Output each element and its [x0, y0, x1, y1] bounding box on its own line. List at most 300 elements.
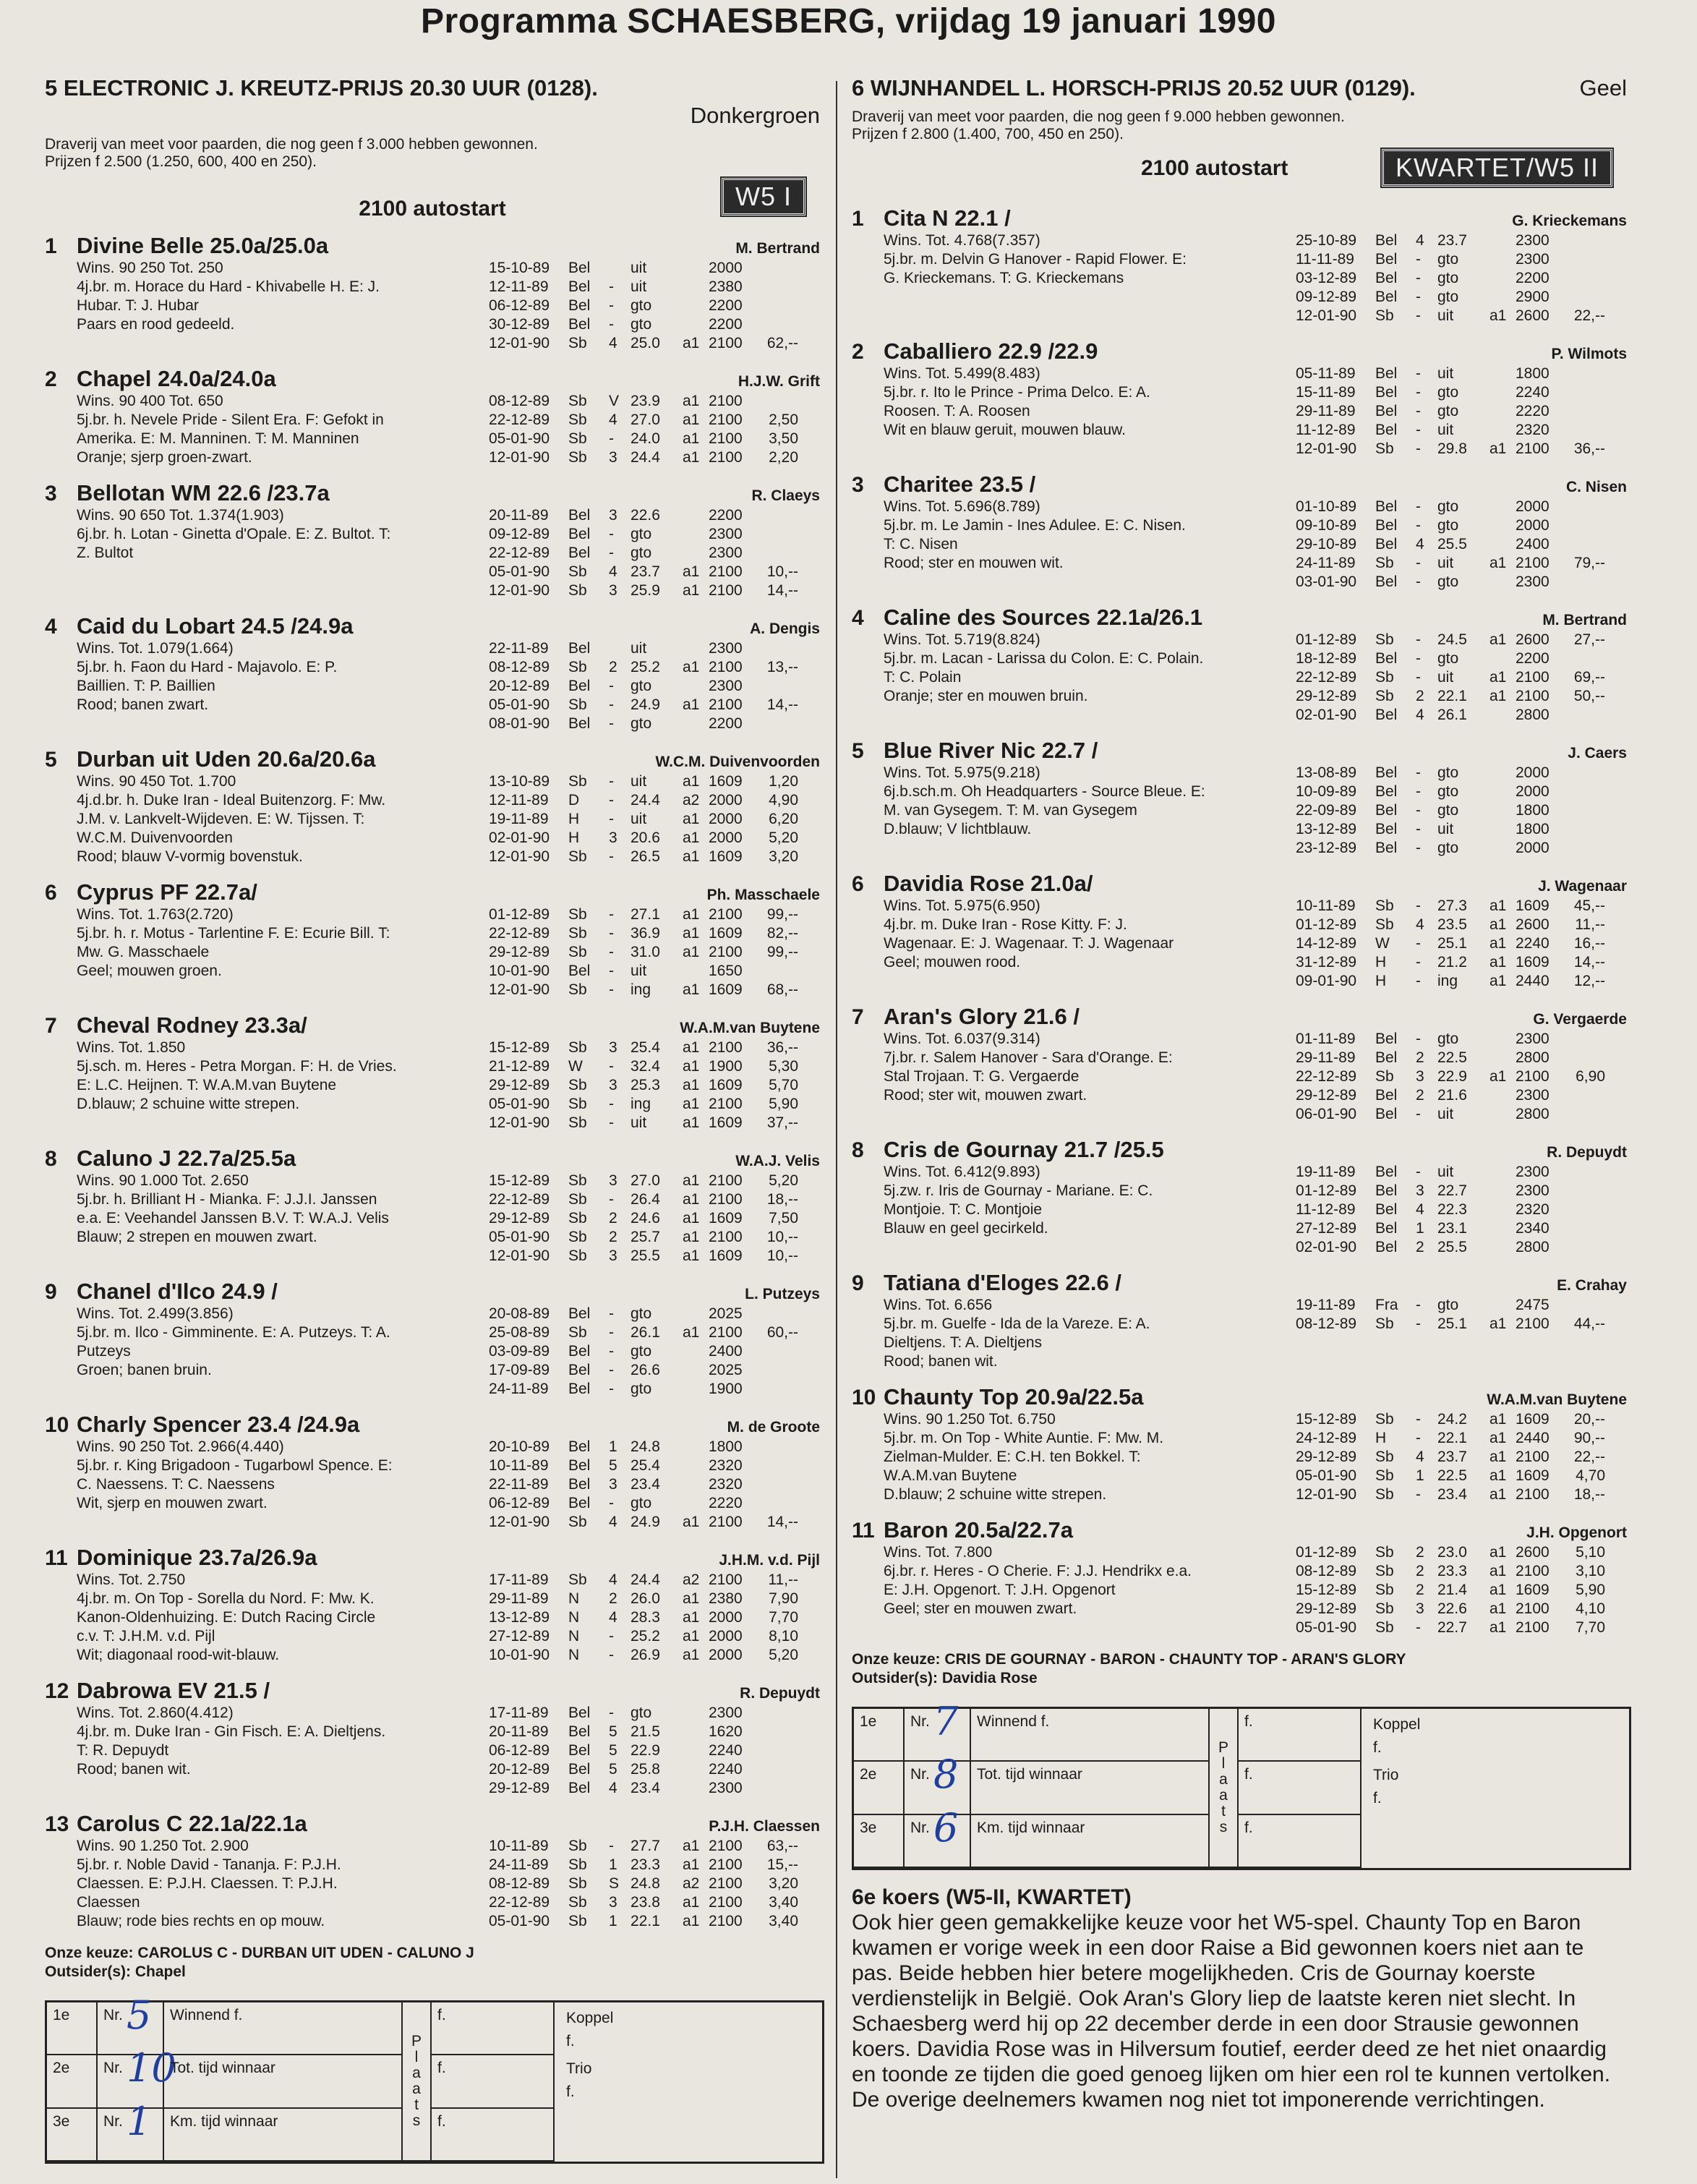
result-cell: 23.3 [1437, 1563, 1467, 1579]
horse-name: Caballiero 22.9 /22.9 [884, 338, 1098, 364]
result-cell: 2 [1416, 1582, 1424, 1598]
result-cell: 27.1 [631, 906, 660, 923]
result-cell: 09-01-90 [1296, 973, 1357, 989]
race-6-description [852, 108, 1627, 143]
result-cell: 12,-- [1573, 973, 1605, 989]
horse-body [77, 1305, 820, 1399]
result-cell [1562, 1030, 1605, 1049]
horse-info [77, 392, 489, 467]
payout-field: f. [432, 2055, 555, 2108]
result-cell: Sb [568, 1210, 587, 1227]
commentary-heading: 6e koers (W5-II, KWARTET) [852, 1885, 1132, 1909]
result-place-label: 1e [854, 1709, 905, 1762]
result-cell [1489, 706, 1516, 725]
result-cell: 12-11-89 [489, 792, 549, 809]
horse-info [77, 1571, 489, 1665]
result-cell [609, 259, 631, 278]
horse-trainer: R. Depuydt [1547, 1144, 1627, 1161]
result-cell: 08-12-89 [489, 659, 550, 675]
result-cell [1489, 839, 1516, 858]
result-field-label: Winnend f. [971, 1709, 1210, 1762]
result-cell: 29-12-89 [1296, 688, 1357, 704]
result-cell: Bel [1375, 764, 1398, 781]
result-cell: Bel [568, 678, 591, 694]
result-cell: 19-11-89 [1296, 1164, 1356, 1180]
plaats-letter: l [1221, 1755, 1226, 1772]
result-row [489, 905, 820, 924]
result-cell: gto [631, 1343, 652, 1360]
result-cell: 2025 [709, 1362, 743, 1378]
result-row [489, 696, 820, 715]
horse-entry [45, 1811, 820, 1931]
result-cell: 26.4 [631, 1191, 660, 1208]
horse-info-line: E: L.C. Heijnen. T: W.A.M.van Buytene [77, 1077, 337, 1093]
result-cell: 22-11-89 [489, 1476, 549, 1493]
result-cell: 3 [609, 1039, 617, 1056]
result-cell: 36.9 [631, 925, 660, 942]
result-cell: Sb [568, 582, 587, 599]
result-cell: uit [631, 963, 647, 979]
result-cell: a1 [1489, 1486, 1507, 1503]
result-cell [1489, 820, 1516, 839]
result-cell: Sb [568, 563, 587, 580]
result-cell [755, 544, 798, 563]
result-row [489, 962, 820, 981]
result-row [489, 1323, 820, 1342]
koppel-field: f. [566, 2033, 575, 2049]
result-cell: 82,-- [766, 925, 798, 942]
result-cell: 1609 [1516, 1411, 1549, 1428]
result-cell: 06-12-89 [489, 1495, 550, 1511]
result-cell: 23.5 [1437, 916, 1467, 933]
koppel-label: Koppel [566, 2010, 614, 2026]
horse-header [45, 1146, 820, 1172]
horse-header [852, 338, 1627, 364]
result-cell [683, 315, 709, 334]
result-cell: 1609 [1516, 897, 1549, 914]
result-cell: 2100 [709, 1838, 743, 1854]
result-cell: 10-11-89 [489, 1457, 549, 1474]
result-cell: - [609, 297, 614, 314]
result-cell: Bel [1375, 707, 1398, 723]
horse-info-line: Wins. Tot. 5.975(9.218) [884, 764, 1040, 781]
result-cell: H [1375, 1430, 1387, 1446]
result-cell: 2800 [1516, 1106, 1549, 1122]
trio-field: f. [566, 2083, 575, 2100]
result-cell: Bel [568, 1761, 591, 1778]
plaats-letter: a [412, 2065, 421, 2081]
horse-results [489, 1172, 820, 1266]
result-field-label: Tot. tijd winnaar [164, 2055, 403, 2108]
result-cell: 1609 [709, 1210, 743, 1227]
horse-info-line: Wins. Tot. 1.763(2.720) [77, 906, 234, 923]
result-row [489, 715, 820, 733]
result-cell: Sb [568, 1324, 587, 1341]
result-row [489, 1837, 820, 1856]
horse-info-line: 5j.br. h. Nevele Pride - Silent Era. F: Gefokt in [77, 411, 384, 428]
result-cell: Bel [568, 1780, 591, 1796]
result-cell: a1 [683, 925, 700, 942]
result-cell: - [1416, 631, 1421, 648]
result-cell [1489, 421, 1516, 440]
koppel-trio-box [555, 2002, 822, 2162]
result-cell: 2100 [709, 659, 743, 675]
result-cell: 2 [609, 1590, 617, 1607]
result-cell: Sb [568, 981, 587, 998]
horse-info-line: Geel; ster en mouwen zwart. [884, 1600, 1077, 1617]
result-cell: 2400 [709, 1343, 743, 1360]
result-row [1296, 649, 1627, 668]
result-cell: 23.4 [631, 1476, 660, 1493]
result-cell: Bel [568, 1476, 591, 1493]
result-field-label: Km. tijd winnaar [164, 2109, 403, 2162]
result-field-label: Km. tijd winnaar [971, 1815, 1210, 1868]
horse-header [45, 366, 820, 392]
nr-label: Nr. [910, 1766, 930, 1783]
result-cell: a1 [683, 1647, 700, 1663]
result-cell: 3,10 [1576, 1563, 1605, 1579]
result-cell: 1 [1416, 1467, 1424, 1484]
result-cell: 8,10 [769, 1628, 798, 1645]
result-cell [683, 1380, 709, 1399]
race-5-title: 5 ELECTRONIC J. KREUTZ-PRIJS 20.30 UUR (0128). [45, 75, 598, 101]
result-cell: 2 [1416, 1239, 1424, 1255]
result-cell: Bel [1375, 1087, 1398, 1104]
result-cell [683, 1475, 709, 1494]
result-cell: - [1416, 821, 1421, 837]
result-row [1296, 1448, 1627, 1467]
horse-header [45, 746, 820, 772]
result-cell: 5 [609, 1723, 617, 1740]
result-cell: Sb [568, 1514, 587, 1530]
result-cell: 25.2 [631, 659, 660, 675]
result-cell: 10,-- [766, 1229, 798, 1245]
plaats-letter: s [412, 2112, 421, 2129]
horse-results [1296, 1030, 1627, 1124]
result-cell: - [609, 981, 614, 998]
result-cell: 2100 [1516, 1563, 1549, 1579]
result-row [1296, 1238, 1627, 1257]
result-cell: Sb [1375, 688, 1394, 704]
result-cell: 23.3 [631, 1856, 660, 1873]
plaats-label [403, 2002, 432, 2162]
result-row [489, 1209, 820, 1228]
horse-info-line: Mw. G. Masschaele [77, 944, 210, 960]
result-cell: Bel [568, 1381, 591, 1397]
result-cell: - [1416, 1411, 1421, 1428]
horse-info-line: T: R. Depuydt [77, 1742, 169, 1759]
result-row [489, 430, 820, 448]
result-cell: 05-01-90 [489, 430, 550, 447]
horse-number: 6 [45, 881, 57, 905]
horse-info-line: G. Krieckemans. T: G. Krieckemans [884, 270, 1124, 286]
result-cell: - [609, 1324, 614, 1341]
horse-entry [852, 871, 1627, 991]
plaats-letter: t [414, 2096, 419, 2113]
horse-trainer: J. Wagenaar [1538, 878, 1627, 895]
result-cell: Sb [568, 1114, 587, 1131]
horse-number: 1 [852, 207, 864, 231]
result-cell [683, 1494, 709, 1513]
result-cell: 1 [1416, 1220, 1424, 1237]
result-cell: 2300 [1516, 1087, 1549, 1104]
result-cell: Sb [1375, 1449, 1394, 1465]
result-cell: 5,30 [769, 1058, 798, 1075]
horse-header [852, 871, 1627, 897]
result-cell: a1 [1489, 1582, 1507, 1598]
result-cell: ing [1437, 973, 1458, 989]
horse-info-line: 4j.br. m. Horace du Hard - Khivabelle H. E: J. [77, 278, 380, 295]
result-cell: Sb [568, 335, 587, 351]
result-cell: 02-01-90 [1296, 707, 1357, 723]
result-row [489, 1247, 820, 1266]
result-cell [1562, 764, 1605, 782]
result-row [1296, 839, 1627, 858]
horse-info-line: Wins. Tot. 7.800 [884, 1544, 993, 1561]
result-cell: 27.7 [631, 1838, 660, 1854]
horse-info-line: Wins. Tot. 6.412(9.893) [884, 1164, 1040, 1180]
result-row [1296, 801, 1627, 820]
result-cell: 15-11-89 [1296, 384, 1356, 401]
result-row [1296, 934, 1627, 953]
result-cell: 2100 [709, 449, 743, 466]
result-cell [1562, 535, 1605, 554]
result-cell [755, 1438, 798, 1456]
result-cell [755, 1361, 798, 1380]
horse-entry [45, 366, 820, 467]
result-cell: 09-12-89 [489, 526, 550, 542]
result-row [489, 334, 820, 353]
result-cell: - [1416, 935, 1421, 952]
result-cell: 01-12-89 [1296, 1182, 1357, 1199]
result-cell: 05-01-90 [489, 1913, 550, 1929]
result-cell: 7,70 [769, 1609, 798, 1626]
result-cell: 21.2 [1437, 954, 1467, 971]
horse-body [77, 506, 820, 600]
horse-number: 1 [45, 234, 57, 258]
result-cell: uit [1437, 555, 1454, 571]
result-cell: 2320 [709, 1476, 743, 1493]
plaats-letter: P [1218, 1739, 1228, 1756]
result-cell: H [568, 829, 580, 846]
result-cell: 12-01-90 [489, 582, 550, 599]
horse-entry [45, 1678, 820, 1798]
result-cell [1489, 1030, 1516, 1049]
result-cell: a1 [683, 1609, 700, 1626]
result-cell: 3 [609, 1894, 617, 1911]
horse-trainer: R. Claeys [751, 487, 820, 504]
result-cell [1489, 1238, 1516, 1257]
result-cell: Bel [568, 963, 591, 979]
horse-entry [852, 605, 1627, 725]
horse-info-line: Z. Bultot [77, 545, 134, 561]
payout-field: f. [1239, 1762, 1362, 1814]
horse-info-line: 4j.br. m. On Top - Sorella du Nord. F: Mw. K. [77, 1590, 375, 1607]
result-cell: Bel [568, 278, 591, 295]
horse-info-line: Rood; banen zwart. [77, 696, 209, 713]
result-cell: a2 [683, 1875, 700, 1892]
horse-results [489, 259, 820, 353]
horse-number: 5 [45, 748, 57, 772]
result-cell: 08-12-89 [1296, 1563, 1357, 1579]
result-cell: 24.8 [631, 1438, 660, 1455]
horse-info-line: 5j.br. m. Guelfe - Ida de la Vareze. E: A. [884, 1315, 1150, 1332]
plaats-letter: s [1219, 1819, 1228, 1835]
page-title: Programma SCHAESBERG, vrijdag 19 januari 1990 [421, 2, 1276, 40]
result-cell: 2025 [709, 1305, 743, 1322]
result-row [1296, 1086, 1627, 1105]
result-row [489, 1760, 820, 1779]
result-cell: 01-12-89 [489, 906, 550, 923]
horse-info-line: Rood; banen wit. [77, 1761, 191, 1778]
race-5-outsider: Outsider(s): Chapel [45, 1963, 186, 1980]
commentary-text: Ook hier geen gemakkelijke keuze voor het W5-spel. Chaunty Top en Baron kwamen er vorige week in een door Raise a Bid gewonnen koers niet aan te pas. Beide hebben hier betere mogelijkheden. Cris de Gournay koerste verdienstelijk in België. Ook Aran's Glory liep de laatste keren niet slecht. In Schaesberg werd hij op 22 december derde in een door Strausie gewonnen koers. Davidia Rose was in Hilversum foutief, eerder deed ze het niet onaardig en toonde ze tijden die goed genoeg lijken om hier een rol te kunnen vertolken. De overige deelnemers kwamen nog niet tot imponerende verrichtingen. [852, 1911, 1611, 2112]
horse-results [1296, 1543, 1627, 1637]
horse-results [489, 1038, 820, 1132]
result-cell: Sb [568, 393, 587, 409]
result-cell: uit [1437, 307, 1454, 324]
result-cell: 27.0 [631, 411, 660, 428]
result-cell: Fra [1375, 1297, 1398, 1313]
race-5-header [45, 75, 820, 101]
result-cell: 10,-- [766, 1247, 798, 1264]
result-row [489, 544, 820, 563]
result-cell [755, 315, 798, 334]
result-cell: 63,-- [766, 1838, 798, 1854]
result-cell: 2300 [709, 526, 743, 542]
result-cell: 05-01-90 [489, 563, 550, 580]
race-5-start-type: 2100 autostart [359, 197, 506, 221]
result-cell: 3,40 [769, 1894, 798, 1911]
horse-info-line: Rood; banen wit. [884, 1353, 998, 1370]
result-cell: 3,20 [769, 1875, 798, 1892]
race-6-header [852, 75, 1627, 101]
horse-results [1296, 498, 1627, 592]
horse-header [45, 1412, 820, 1438]
result-cell: 24.9 [631, 696, 660, 713]
horse-entry [45, 613, 820, 733]
horse-trainer: G. Vergaerde [1533, 1011, 1627, 1028]
result-cell: 25.0 [631, 335, 660, 351]
horse-info-line: 5j.zw. r. Iris de Gournay - Mariane. E: C. [884, 1182, 1153, 1199]
result-cell: Bel [1375, 1239, 1398, 1255]
horse-info-line: 6j.br. h. Lotan - Ginetta d'Opale. E: Z. Bultot. T: [77, 526, 391, 542]
horse-header [45, 1678, 820, 1704]
handwritten-number: 7 [933, 1699, 959, 1744]
result-cell: Bel [568, 1457, 591, 1474]
result-row [1296, 402, 1627, 421]
result-cell: 4 [1416, 707, 1424, 723]
result-cell: a1 [1489, 1563, 1507, 1579]
result-cell [1562, 402, 1605, 421]
result-cell: - [609, 1305, 614, 1322]
result-cell [755, 525, 798, 544]
horse-info-line: Wit; diagonaal rood-wit-blauw. [77, 1647, 280, 1663]
result-row [489, 506, 820, 525]
horse-trainer: Ph. Masschaele [706, 887, 820, 903]
result-cell: Bel [568, 1305, 591, 1322]
result-cell: 11-12-89 [1296, 422, 1356, 438]
result-cell: 1609 [1516, 1467, 1549, 1484]
result-cell: - [609, 1343, 614, 1360]
result-row [489, 1228, 820, 1247]
result-cell: 1,20 [769, 773, 798, 790]
result-cell: 24.5 [1437, 631, 1467, 648]
result-cell: 2100 [709, 1324, 743, 1341]
result-row [489, 1076, 820, 1095]
result-cell: 2100 [1516, 1449, 1549, 1465]
result-cell: Bel [1375, 270, 1398, 286]
result-cell [1562, 269, 1605, 288]
result-cell: - [609, 1096, 614, 1112]
result-cell: 5,20 [769, 829, 798, 846]
result-cell: 22-12-89 [489, 1191, 550, 1208]
result-cell: 1609 [709, 773, 743, 790]
horse-info-line: Wins. Tot. 5.499(8.483) [884, 365, 1040, 382]
result-cell: 2100 [709, 1856, 743, 1873]
result-cell: 99,-- [766, 944, 798, 960]
result-cell: 29-11-89 [1296, 1049, 1356, 1066]
result-cell: 3,50 [769, 430, 798, 447]
result-cell [683, 278, 709, 297]
result-cell: 20-12-89 [489, 678, 550, 694]
result-cell: 25.8 [631, 1761, 660, 1778]
horse-info-line: Blauw; 2 strepen en mouwen zwart. [77, 1229, 317, 1245]
result-cell: Bel [568, 1438, 591, 1455]
result-row [1296, 554, 1627, 573]
result-cell: 36,-- [1573, 440, 1605, 457]
result-cell: Bel [1375, 573, 1398, 590]
horse-number: 13 [45, 1812, 69, 1836]
result-cell [1489, 782, 1516, 801]
result-cell: a1 [1489, 1315, 1507, 1332]
result-row [1296, 668, 1627, 687]
nr-label: Nr. [103, 2007, 123, 2023]
result-cell [755, 962, 798, 981]
result-cell: Sb [568, 1875, 587, 1892]
result-cell: 4 [609, 1780, 617, 1796]
horse-entry [45, 746, 820, 866]
result-cell: 11-12-89 [1296, 1201, 1356, 1218]
horse-trainer: M. Bertrand [735, 240, 820, 257]
result-cell: 29-12-89 [489, 1780, 550, 1796]
result-row [489, 563, 820, 581]
result-cell: 27-12-89 [1296, 1220, 1357, 1237]
result-row [1296, 269, 1627, 288]
horse-info-line: J.M. v. Lankvelt-Wijdeven. E: W. Tijssen. T: [77, 811, 365, 827]
result-cell: - [1416, 403, 1421, 419]
result-row [1296, 307, 1627, 325]
result-cell [1489, 269, 1516, 288]
race-5-column [45, 75, 820, 2164]
result-cell: Bel [568, 545, 591, 561]
horse-number: 2 [45, 367, 57, 391]
horse-name: Dominique 23.7a/26.9a [77, 1545, 317, 1570]
result-cell: ing [631, 1096, 651, 1112]
result-row [489, 1779, 820, 1798]
result-cell: 3,20 [769, 848, 798, 865]
horse-trainer: W.A.M.van Buytene [1487, 1391, 1627, 1408]
result-cell [1489, 231, 1516, 250]
result-cell: 4 [1416, 916, 1424, 933]
horse-info-line: Blauw; rode bies rechts en op mouw. [77, 1913, 325, 1929]
result-cell: 1609 [709, 981, 743, 998]
result-cell: a1 [683, 773, 700, 790]
result-cell: uit [631, 811, 647, 827]
result-cell: - [1416, 650, 1421, 667]
result-cell [1489, 649, 1516, 668]
horse-info-line: Wins. 90 450 Tot. 1.700 [77, 773, 236, 790]
